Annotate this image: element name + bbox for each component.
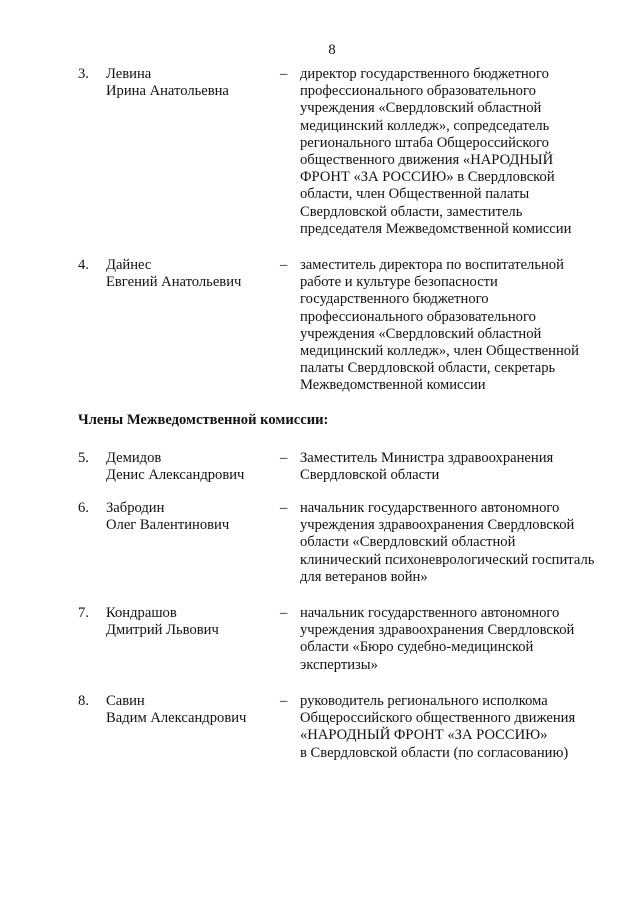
position-line: Свердловской области bbox=[300, 467, 440, 484]
position-line: «НАРОДНЫЙ ФРОНТ «ЗА РОССИЮ» bbox=[300, 727, 548, 744]
position-line: начальник государственного автономного bbox=[300, 500, 560, 516]
entry-number: 5. bbox=[78, 450, 89, 466]
position-line: учреждения здравоохранения Свердловской bbox=[300, 517, 575, 534]
position-line: учреждения «Свердловский областной bbox=[300, 325, 542, 342]
position-line: государственного бюджетного bbox=[300, 291, 489, 308]
position-line: в Свердловской области (по согласованию) bbox=[300, 744, 569, 761]
position-line: области, член Общественной палаты bbox=[300, 186, 530, 203]
position-line: Заместитель Министра здравоохранения bbox=[300, 450, 554, 466]
member-name bbox=[106, 66, 286, 100]
member-name bbox=[106, 693, 286, 727]
entry-number: 7. bbox=[78, 605, 89, 621]
dash-separator: – bbox=[280, 605, 288, 621]
position-line: Свердловской области, заместитель bbox=[300, 203, 523, 220]
position-line: ФРОНТ «ЗА РОССИЮ» в Свердловской bbox=[300, 169, 555, 186]
member-surname: Демидов bbox=[106, 450, 162, 466]
position-line: председателя Межведомственной комиссии bbox=[300, 220, 572, 237]
member-given-names: Вадим Александрович bbox=[106, 710, 247, 727]
entry-number: 8. bbox=[78, 693, 89, 709]
position-line: для ветеранов войн» bbox=[300, 568, 428, 585]
position-line: области «Свердловский областной bbox=[300, 534, 516, 551]
entry-number: 4. bbox=[78, 257, 89, 273]
member-position bbox=[300, 693, 620, 762]
entry-number: 3. bbox=[78, 66, 89, 82]
member-surname: Кондрашов bbox=[106, 605, 177, 621]
member-name bbox=[106, 257, 286, 291]
position-line: заместитель директора по воспитательной bbox=[300, 257, 564, 273]
member-surname: Дайнес bbox=[106, 257, 152, 273]
position-line: работе и культуре безопасности bbox=[300, 274, 498, 291]
position-line: директор государственного бюджетного bbox=[300, 66, 549, 82]
position-line: области «Бюро судебно-медицинской bbox=[300, 639, 534, 656]
member-position bbox=[300, 605, 620, 674]
dash-separator: – bbox=[280, 257, 288, 273]
position-line: руководитель регионального исполкома bbox=[300, 693, 548, 709]
member-given-names: Евгений Анатольевич bbox=[106, 274, 242, 291]
member-given-names: Дмитрий Львович bbox=[106, 622, 219, 639]
member-position bbox=[300, 66, 620, 238]
dash-separator: – bbox=[280, 500, 288, 516]
member-name bbox=[106, 605, 286, 639]
member-surname: Савин bbox=[106, 693, 145, 709]
position-line: учреждения здравоохранения Свердловской bbox=[300, 622, 575, 639]
position-line: медицинский колледж», сопредседатель bbox=[300, 117, 550, 134]
member-given-names: Олег Валентинович bbox=[106, 517, 230, 534]
position-line: палаты Свердловской области, секретарь bbox=[300, 360, 556, 377]
dash-separator: – bbox=[280, 450, 288, 466]
member-surname: Левина bbox=[106, 66, 152, 82]
dash-separator: – bbox=[280, 66, 288, 82]
position-line: Межведомственной комиссии bbox=[300, 377, 486, 394]
position-line: профессионального образовательного bbox=[300, 83, 536, 100]
member-position bbox=[300, 450, 620, 484]
member-surname: Забродин bbox=[106, 500, 165, 516]
member-name bbox=[106, 450, 286, 484]
position-line: экспертизы» bbox=[300, 656, 378, 673]
member-position bbox=[300, 257, 620, 395]
position-line: общественного движения «НАРОДНЫЙ bbox=[300, 152, 554, 169]
member-name bbox=[106, 500, 286, 534]
page-number: 8 bbox=[328, 42, 336, 58]
position-line: медицинский колледж», член Общественной bbox=[300, 343, 579, 360]
entry-number: 6. bbox=[78, 500, 89, 516]
position-line: клинический психоневрологический госпиталь bbox=[300, 551, 595, 568]
member-given-names: Ирина Анатольевна bbox=[106, 83, 229, 100]
position-line: начальник государственного автономного bbox=[300, 605, 560, 621]
dash-separator: – bbox=[280, 693, 288, 709]
position-line: регионального штаба Общероссийского bbox=[300, 134, 549, 151]
position-line: Общероссийского общественного движения bbox=[300, 710, 576, 727]
section-heading: Члены Межведомственной комиссии: bbox=[78, 412, 329, 428]
position-line: учреждения «Свердловский областной bbox=[300, 100, 542, 117]
member-position bbox=[300, 500, 620, 586]
position-line: профессионального образовательного bbox=[300, 308, 536, 325]
member-given-names: Денис Александрович bbox=[106, 467, 245, 484]
